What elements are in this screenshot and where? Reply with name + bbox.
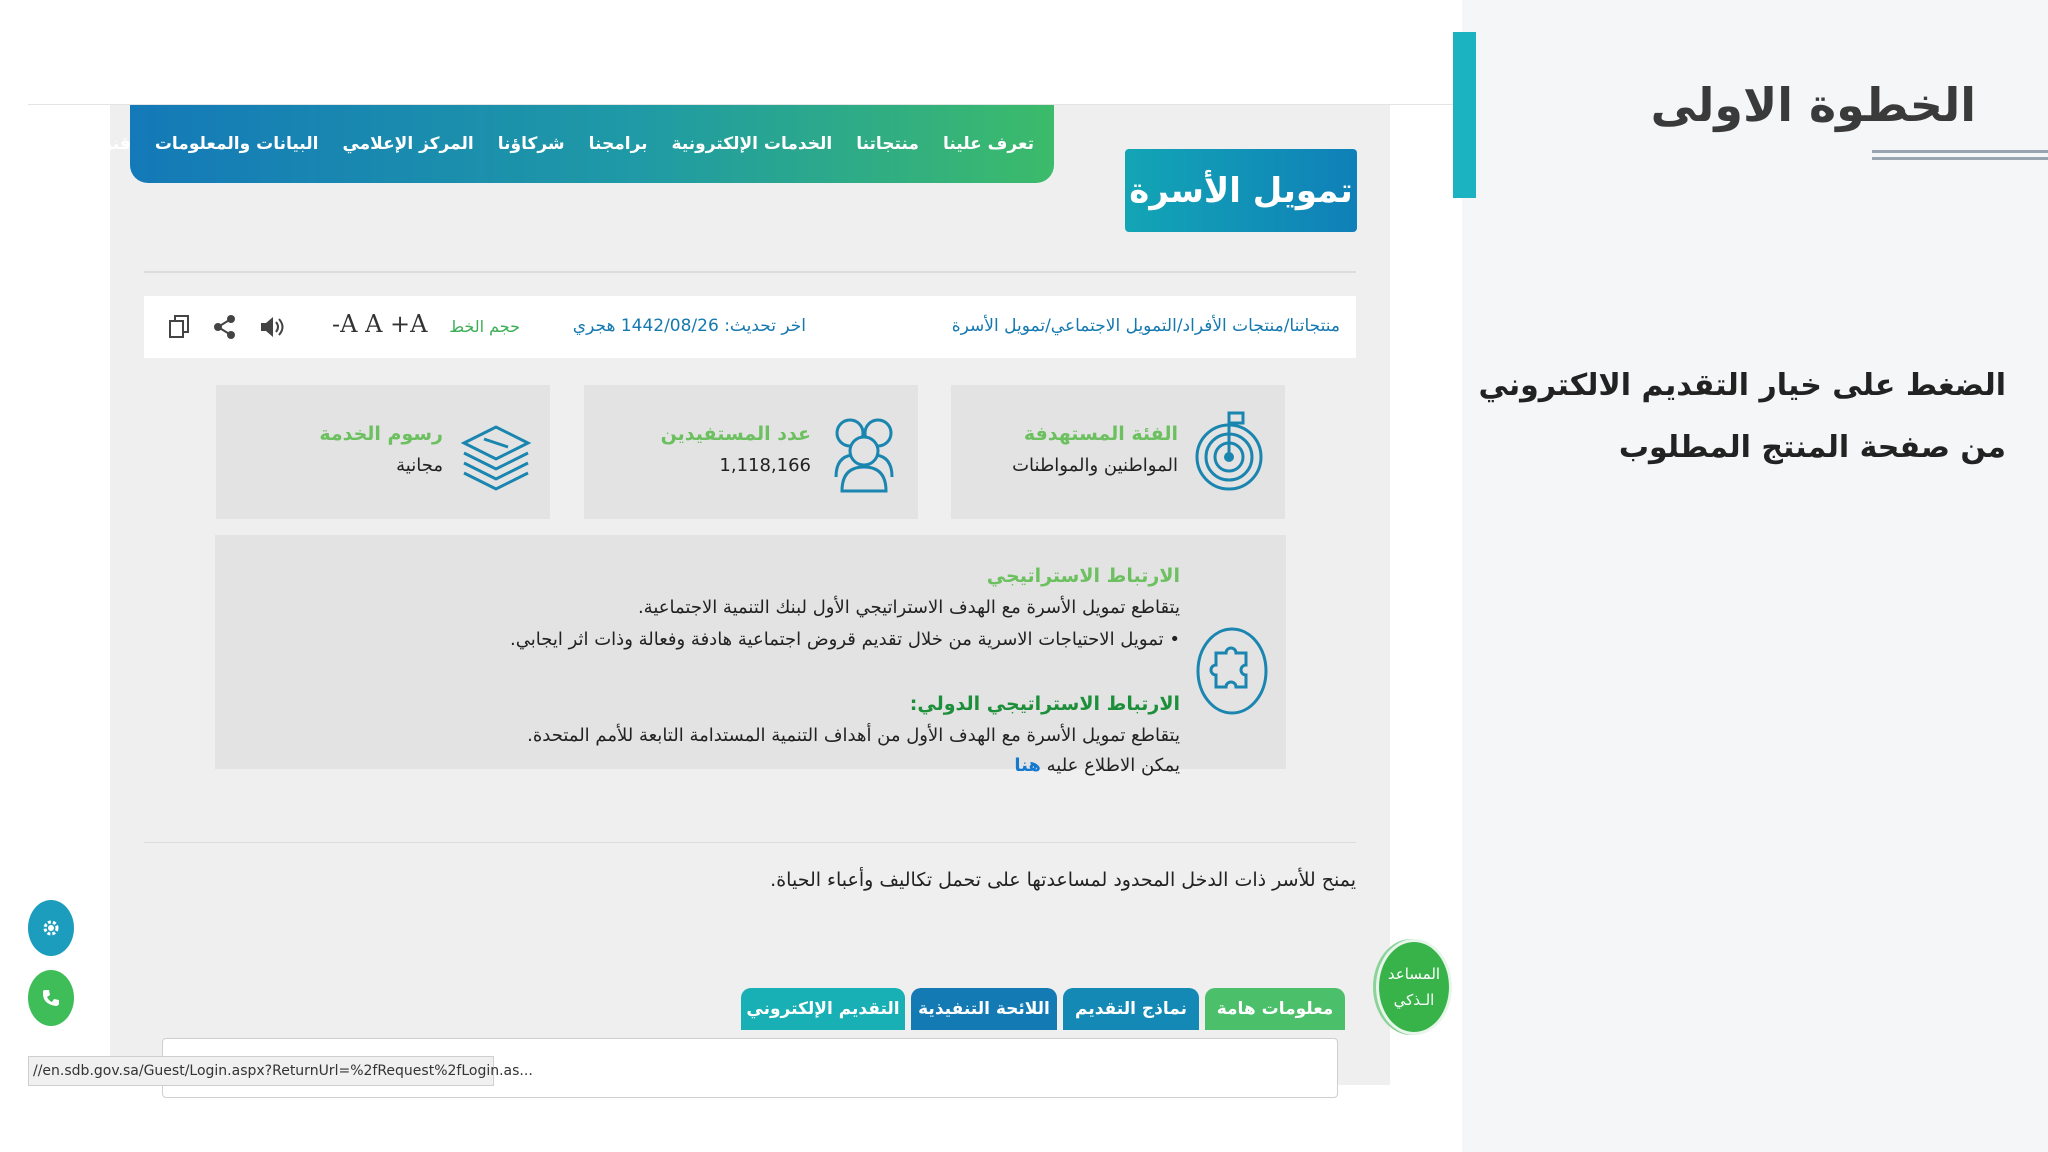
card-title: عدد المستفيدين — [660, 423, 811, 445]
instruction-line-2: من صفحة المنتج المطلوب — [1618, 430, 2006, 465]
last-updated: اخر تحديث: 1442/08/26 هجري — [572, 316, 806, 336]
card-service-fees — [216, 385, 550, 519]
settings-button[interactable] — [28, 900, 74, 956]
nav-partners[interactable]: شركاؤنا — [497, 134, 565, 154]
divider — [144, 271, 1356, 273]
card-title: رسوم الخدمة — [319, 423, 443, 445]
instruction-text — [1466, 355, 2006, 479]
copy-icon[interactable] — [164, 312, 194, 342]
strategy-line — [1014, 755, 1180, 776]
accent-bar — [1453, 32, 1476, 198]
nav-products[interactable]: منتجاتنا — [856, 134, 919, 154]
tab-electronic-apply[interactable]: التقديم الإلكتروني — [741, 988, 905, 1030]
instruction-line-1: الضغط على خيار التقديم الالكتروني — [1478, 368, 2006, 403]
strategy-line: • تمويل الاحتياجات الاسرية من خلال تقديم قروض اجتماعية هادفة وفعالة وذات اثر ايجابي. — [510, 629, 1180, 650]
card-value: مجانية — [396, 455, 443, 476]
status-bar-url: //en.sdb.gov.sa/Guest/Login.aspx?ReturnUrl=%2fRequest%2fLogin.as... — [28, 1056, 494, 1086]
step-title: الخطوة الاولى — [1650, 78, 1976, 132]
card-target-group — [951, 385, 1285, 519]
card-beneficiaries — [584, 385, 918, 519]
nav-contact[interactable]: قنوات التواصل — [6, 134, 131, 154]
product-tabs — [735, 988, 1345, 1030]
tab-important-info[interactable]: معلومات هامة — [1205, 988, 1345, 1030]
people-icon — [826, 407, 902, 497]
nav-programs[interactable]: برامجنا — [588, 134, 648, 154]
strategy-heading: الارتباط الاستراتيجي — [986, 565, 1180, 587]
intl-strategy-heading: الارتباط الاستراتيجي الدولي: — [909, 693, 1180, 715]
strategy-line-prefix: يمكن الاطلاع عليه — [1046, 755, 1180, 776]
target-icon — [1193, 407, 1269, 497]
card-value: 1,118,166 — [719, 455, 811, 476]
assistant-label: المساعد — [1387, 965, 1441, 983]
instruction-panel — [1462, 0, 2048, 1152]
tab-regulations[interactable]: اللائحة التنفيذية — [911, 988, 1057, 1030]
here-link[interactable]: هنا — [1014, 755, 1041, 776]
nav-about[interactable]: تعرف علينا — [942, 134, 1034, 154]
nav-media-center[interactable]: المركز الإعلامي — [342, 134, 474, 154]
smart-assistant-button[interactable] — [1372, 939, 1454, 1043]
tab-application-forms[interactable]: نماذج التقديم — [1063, 988, 1199, 1030]
nav-data[interactable]: البيانات والمعلومات — [154, 134, 319, 154]
money-stack-icon — [458, 407, 534, 497]
speaker-icon[interactable] — [256, 312, 286, 342]
card-value: المواطنين والمواطنات — [1012, 455, 1178, 476]
nav-eservices[interactable]: الخدمات الإلكترونية — [671, 134, 833, 154]
strategy-line: يتقاطع تمويل الأسرة مع الهدف الاستراتيجي الأول لبنك التنمية الاجتماعية. — [637, 597, 1180, 618]
assistant-bubble[interactable] — [1376, 939, 1452, 1035]
strategy-line: يتقاطع تمويل الأسرة مع الهدف الأول من أهداف التنمية المستدامة التابعة للأمم المتحدة. — [527, 725, 1180, 746]
gear-icon — [40, 917, 62, 939]
phone-icon — [40, 987, 62, 1009]
product-description: يمنح للأسر ذات الدخل المحدود لمساعدتها على تحمل تكاليف وأعباء الحياة. — [770, 869, 1356, 891]
font-size-label: حجم الخط — [449, 317, 520, 336]
breadcrumb[interactable]: منتجاتنا/منتجات الأفراد/التمويل الاجتماعي/تمويل الأسرة — [951, 316, 1340, 336]
main-navigation — [6, 105, 1054, 183]
card-title: الفئة المستهدفة — [1023, 423, 1178, 445]
title-underline-2 — [1872, 157, 2048, 160]
puzzle-icon — [1194, 623, 1270, 719]
phone-button[interactable] — [28, 970, 74, 1026]
assistant-label: الـذكي — [1393, 991, 1435, 1009]
font-size-controls[interactable]: -A A +A — [332, 310, 428, 338]
page-toolbar — [144, 296, 1356, 358]
divider — [144, 842, 1356, 843]
website-screenshot — [6, 105, 1441, 1085]
page-title: تمويل الأسرة — [1125, 149, 1357, 232]
title-underline — [1872, 150, 2048, 153]
strategic-alignment — [215, 535, 1286, 776]
share-icon[interactable] — [210, 312, 240, 342]
